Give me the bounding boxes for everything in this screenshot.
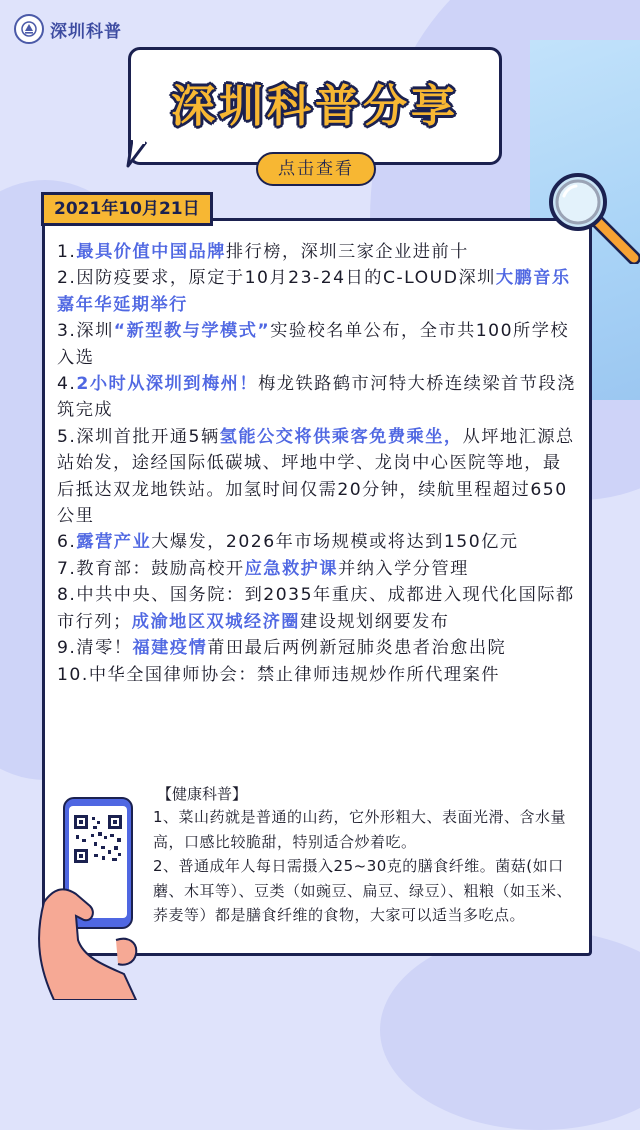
news-item-highlight: 露营产业 <box>76 532 152 553</box>
news-item-prefix: 7.教育部：鼓励高校开 <box>57 558 245 579</box>
news-item-suffix: 从坪地汇源总站始发，途经国际低碳城、坪地中学、龙岗中心医院等地，最后抵达双龙地铁站。加氢时间仅需20分钟，续航里程超过650公里 <box>57 426 575 527</box>
news-item <box>57 265 577 318</box>
news-item <box>57 318 577 371</box>
news-item-prefix: 1. <box>57 242 77 262</box>
news-item-suffix: 梅龙铁路鹤市河特大桥连续梁首节段浇筑完成 <box>57 374 576 421</box>
news-item-prefix: 2.因防疫要求，原定于10月23-24日的C-LOUD深圳 <box>57 268 496 289</box>
news-item-highlight: “新型教与学模式” <box>113 321 271 342</box>
banner-title: 深圳科普分享 <box>171 81 459 132</box>
magnifying-glass-icon <box>542 172 640 264</box>
speech-bubble-tail <box>122 140 150 168</box>
background-blob-bottom <box>380 930 640 1130</box>
news-item-highlight: 2小时从深圳到梅州！ <box>76 374 259 395</box>
health-section-body <box>153 805 585 928</box>
news-item-highlight: 应急救护课 <box>244 558 339 579</box>
news-item-highlight: 氢能公交将供乘客免费乘坐， <box>219 426 463 447</box>
phone-qr-icon <box>24 790 154 1000</box>
brand-logo <box>14 14 122 44</box>
health-paragraph: 1、菜山药就是普通的山药，它外形粗大、表面光滑、含水量高，口感比较脆甜，特别适合炒着吃。 <box>153 808 567 851</box>
news-item-highlight: 大鹏音乐嘉年华延期举行 <box>57 268 571 315</box>
brand-name: 深圳科普 <box>50 21 122 42</box>
news-item-suffix: 实验校名单公布，全市共100所学校入选 <box>57 321 570 368</box>
news-item-suffix: 并纳入学分管理 <box>338 558 469 579</box>
news-item-prefix: 3.深圳 <box>57 321 114 342</box>
health-section-title: 【健康科普】 <box>157 785 248 803</box>
news-item-highlight: 福建疫情 <box>132 638 208 659</box>
news-item <box>57 239 577 265</box>
news-item-prefix: 9.清零！ <box>57 638 133 659</box>
news-item-prefix: 8.中共中央、国务院：到2035年重庆、成都进入现代化国际都市行列； <box>57 585 575 632</box>
news-item <box>57 371 577 424</box>
title-banner <box>128 47 502 165</box>
news-item <box>57 582 577 635</box>
news-item-prefix: 4. <box>57 374 77 395</box>
news-item-prefix: 6. <box>57 532 77 553</box>
view-button[interactable]: 点击查看 <box>256 152 376 186</box>
news-item-suffix: 排行榜，深圳三家企业进前十 <box>225 242 469 262</box>
news-list <box>57 239 577 688</box>
news-item <box>57 529 577 555</box>
news-item-highlight: 最具价值中国品牌 <box>76 242 226 262</box>
science-emblem-icon <box>14 14 44 44</box>
news-item-suffix: 大爆发，2026年市场规模或将达到150亿元 <box>151 532 519 553</box>
news-item-highlight: 成渝地区双城经济圈 <box>131 611 300 632</box>
news-item <box>57 424 577 530</box>
news-item <box>57 635 577 661</box>
news-item-prefix: 5.深圳首批开通5辆 <box>57 426 220 447</box>
news-item-prefix: 10.中华全国律师协会：禁止律师违规炒作所代理案件 <box>57 664 500 685</box>
news-item <box>57 662 577 688</box>
news-item-suffix: 建设规划纲要发布 <box>299 611 450 632</box>
date-tag: 2021年10月21日 <box>41 192 213 226</box>
health-paragraph: 2、普通成年人每日需摄入25~30克的膳食纤维。菌菇(如口蘑、木耳等）、豆类（如豌豆、扁豆、绿豆）、粗粮（如玉米、荞麦等）都是膳食纤维的食物，大家可以适当多吃点。 <box>153 857 573 925</box>
news-item-suffix: 莆田最后两例新冠肺炎患者治愈出院 <box>207 638 507 659</box>
news-item <box>57 556 577 582</box>
